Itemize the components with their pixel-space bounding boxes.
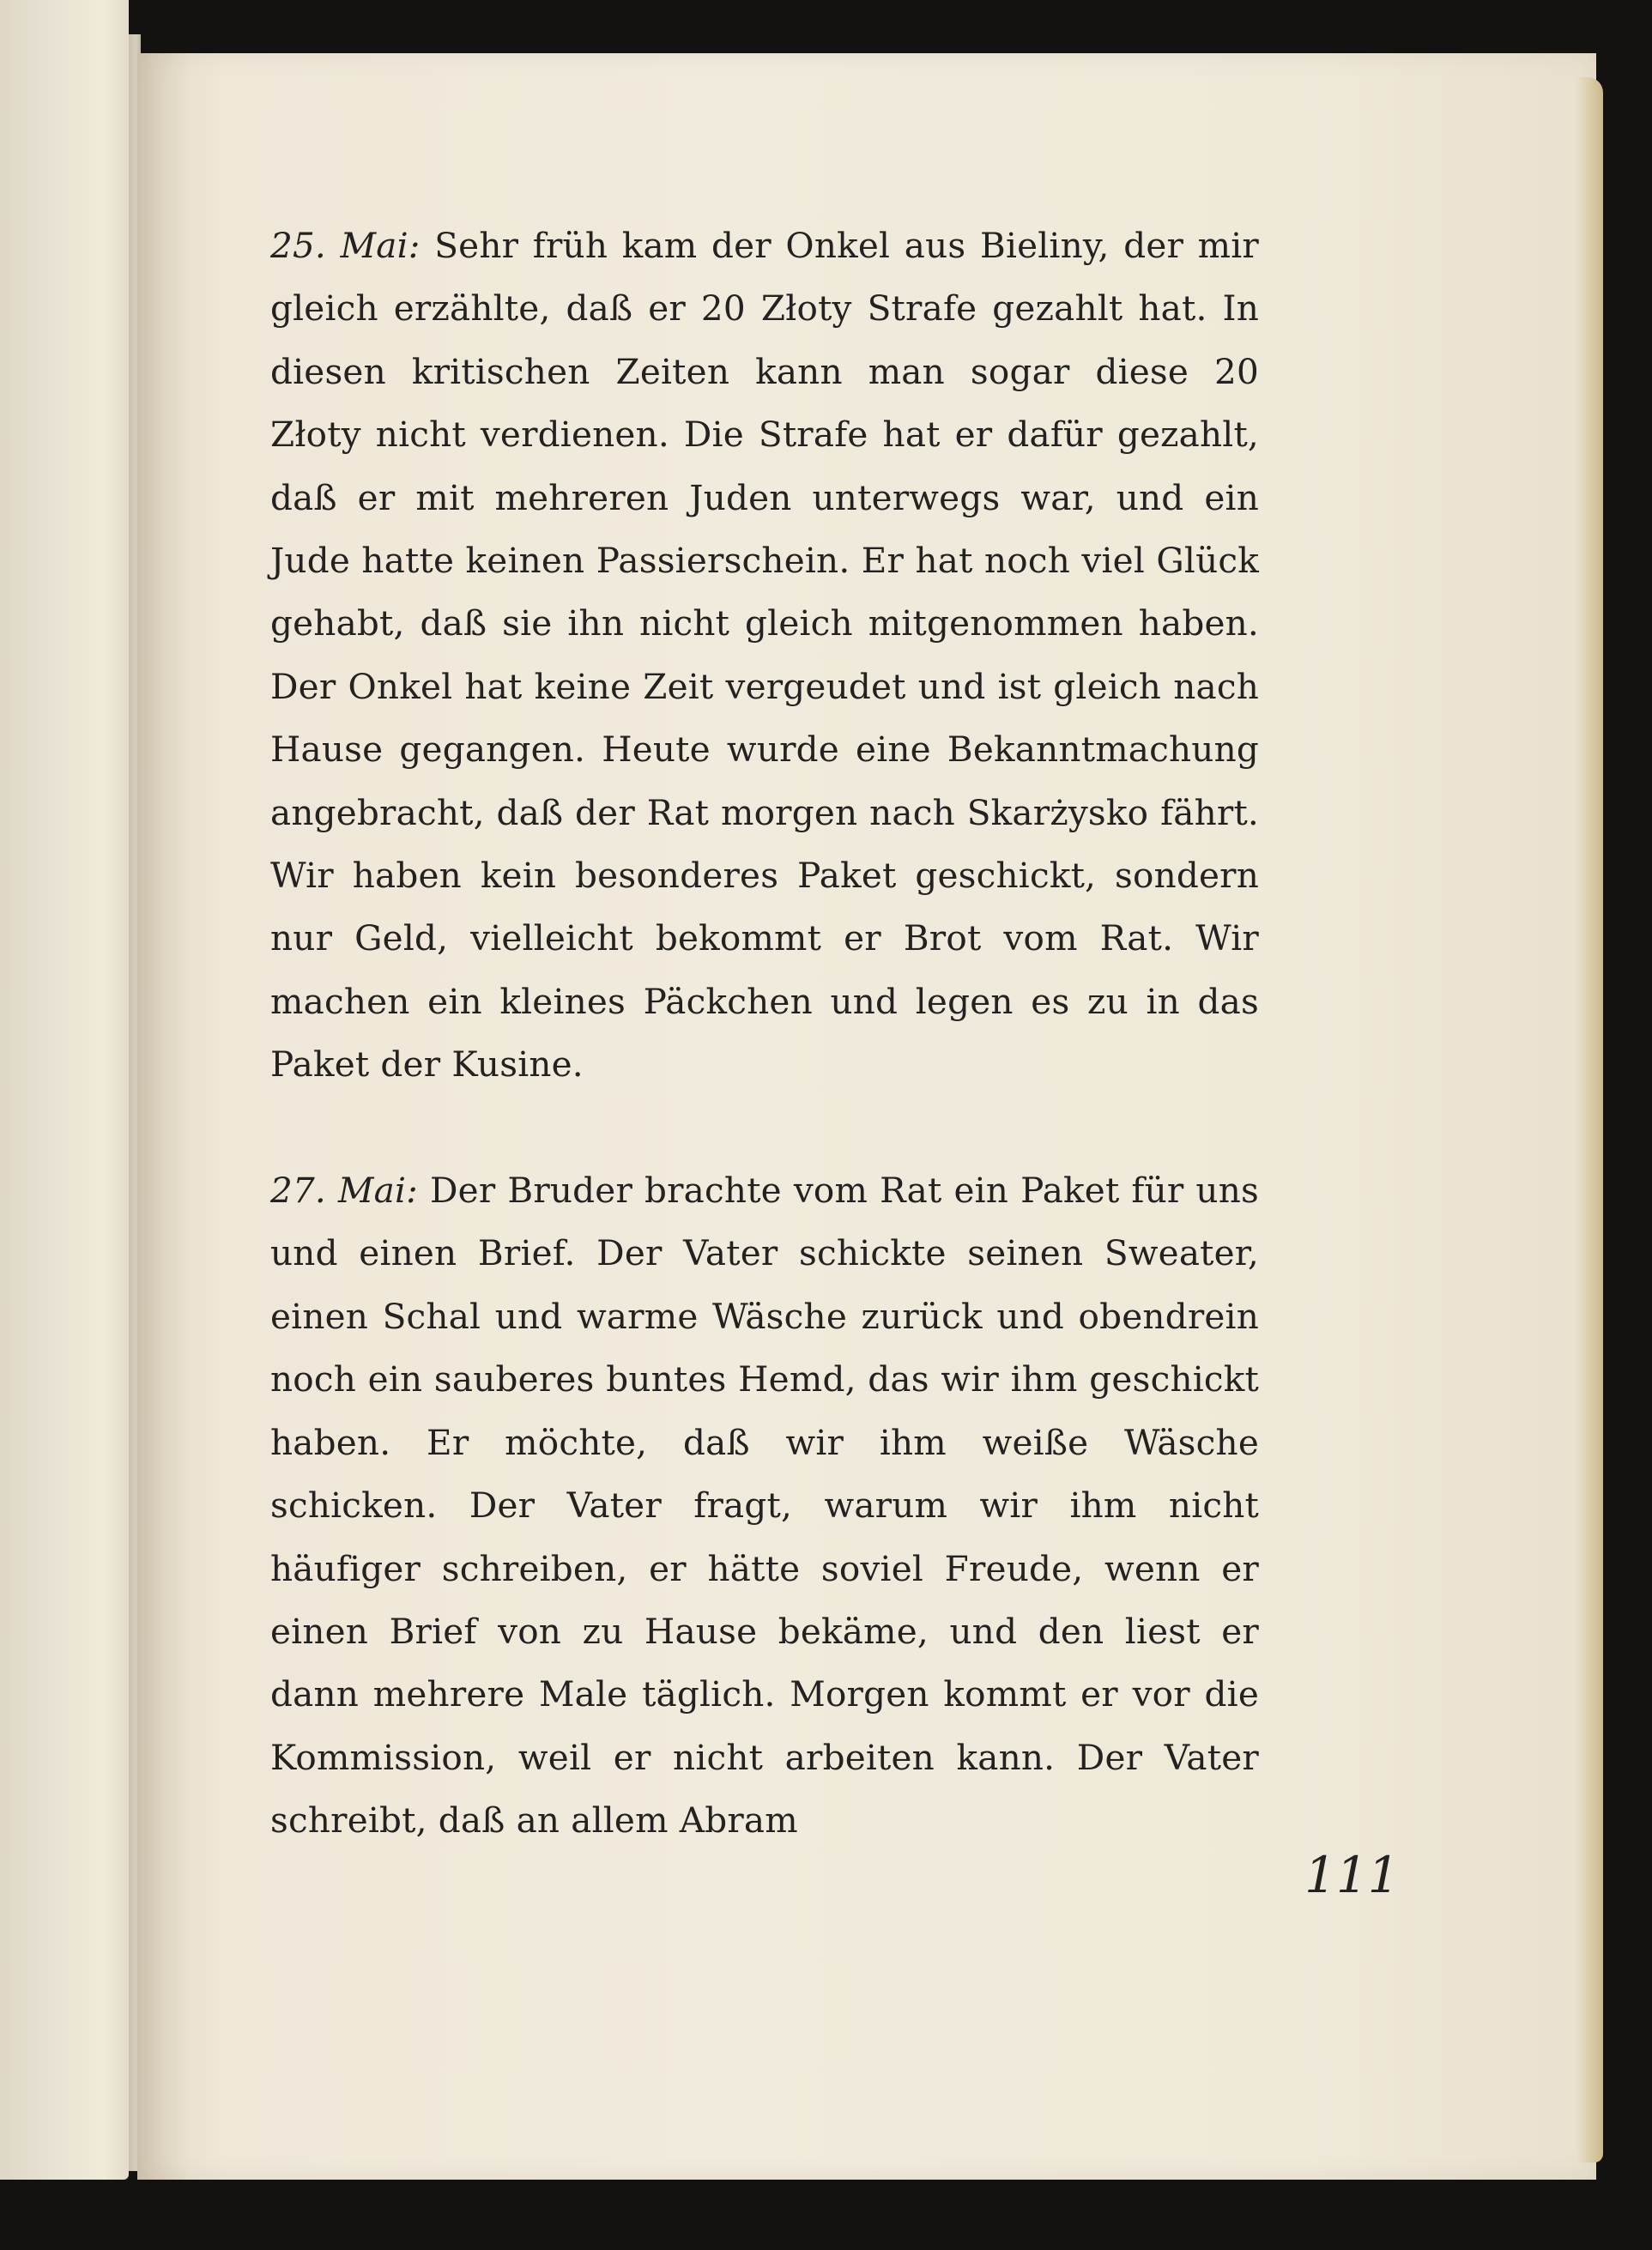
left-page-edge: [0, 0, 129, 2180]
entry-date: 27. Mai:: [270, 1170, 418, 1212]
page-number: 111: [1304, 1846, 1400, 1904]
diary-entry: [270, 215, 1259, 1097]
page-fore-edge: [1577, 77, 1603, 2162]
spine-shadow: [137, 53, 189, 2180]
diary-text: [270, 215, 1259, 1853]
entry-date: 25. Mai:: [270, 225, 421, 266]
diary-entry: [270, 1159, 1259, 1852]
entry-text: Sehr früh kam der Onkel aus Bieliny, der mir gleich erzählte, daß er 20 Złoty Strafe gezahlt hat. In diesen kritischen Zeiten kann man sogar diese 20 Złoty nicht verdienen. Die Strafe hat er dafür gezahlt, daß er mit mehreren Juden unterwegs war, und ein Jude hatte keinen Passierschein. Er hat noch viel Glück gehabt, daß sie ihn nicht gleich mitgenommen haben. Der Onkel hat keine Zeit vergeudet und ist gleich nach Hause gegangen. Heute wurde eine Bekanntmachung angebracht, daß der Rat morgen nach Skarżysko fährt. Wir haben kein besonderes Paket geschickt, sondern nur Geld, vielleicht bekommt er Brot vom Rat. Wir machen ein kleines Päckchen und legen es zu in das Paket der Kusine.: [270, 225, 1259, 1086]
entry-text: Der Bruder brachte vom Rat ein Paket für uns und einen Brief. Der Vater schickte seinen Sweater, einen Schal und warme Wäsche zurück und obendrein noch ein sauberes buntes Hemd, das wir ihm geschickt haben. Er möchte, daß wir ihm weiße Wäsche schicken. Der Vater fragt, warum wir ihm nicht häufiger schreiben, er hätte soviel Freude, wenn er einen Brief von zu Hause bekäme, und den liest er dann mehrere Male täglich. Morgen kommt er vor die Kommission, weil er nicht arbeiten kann. Der Vater schreibt, daß an allem Abram: [270, 1170, 1259, 1842]
